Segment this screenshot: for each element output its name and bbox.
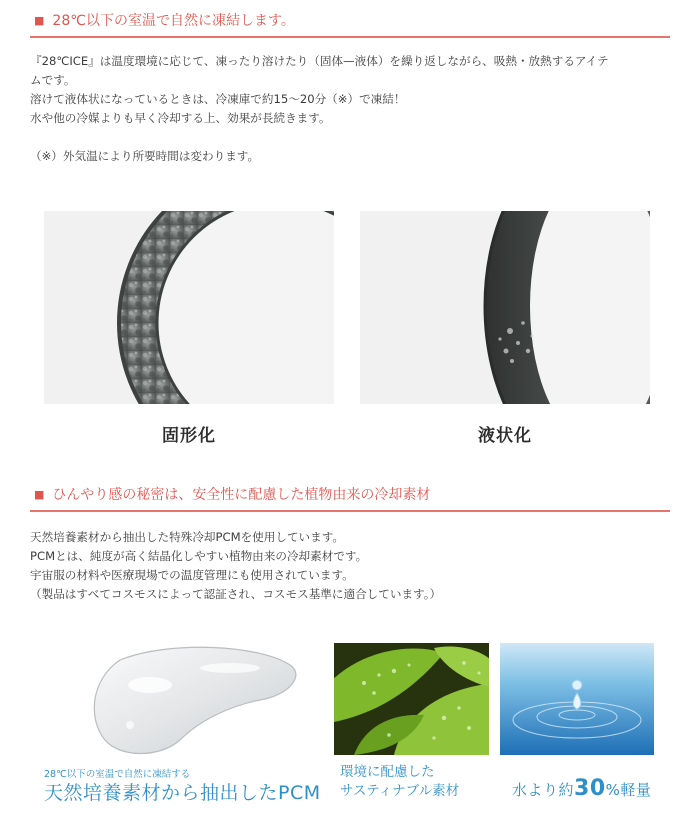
- paragraph-line: （製品はすべてコスモスによって認証され、コスモス基準に適合しています。）: [30, 587, 442, 601]
- caption-liquid: 液状化: [478, 426, 532, 446]
- pcm-caption-large: 天然培養素材から抽出したPCM: [44, 782, 321, 804]
- solid-ring-photo: [44, 211, 334, 404]
- caption-solid: 固形化: [162, 426, 216, 446]
- gel-drop-illustration: [60, 640, 310, 760]
- eco-caption-line: サスティナブル素材: [340, 783, 460, 799]
- water-illustration: [500, 643, 654, 755]
- liquid-ring-photo: [360, 211, 650, 404]
- paragraph-line: 天然培養素材から抽出した特殊冷却PCMを使用しています。: [30, 530, 345, 544]
- section-heading-text: ひんやり感の秘密は、安全性に配慮した植物由来の冷却素材: [52, 487, 431, 503]
- water-caption-suffix: %軽量: [605, 781, 652, 799]
- paragraph-line: ムです。: [30, 73, 76, 87]
- square-bullet-icon: ■: [34, 14, 45, 27]
- leaf-droplets-photo: [334, 643, 489, 755]
- section-heading-cooling-material: [30, 486, 670, 512]
- paragraph-line: PCMとは、純度が高く結晶化しやすい植物由来の冷却素材です。: [30, 549, 368, 563]
- paragraph-line: （※）外気温により所要時間は変わります。: [30, 149, 260, 163]
- paragraph-line: [30, 128, 680, 147]
- water-caption-number: 30: [574, 776, 606, 801]
- eco-caption: [340, 763, 459, 801]
- leaf-illustration: [334, 643, 489, 755]
- eco-caption-line: 環境に配慮した: [340, 764, 435, 780]
- water-drop-photo: [500, 643, 654, 755]
- paragraph-line: 『28℃ICE』は温度環境に応じて、凍ったり溶けたり（固体—液体）を繰り返しながら、吸熱・放熱するアイテ: [30, 54, 609, 68]
- paragraph-line: 溶けて液体状になっているときは、冷凍庫で約15～20分（※）で凍結！: [30, 92, 406, 106]
- pcm-caption-small: 28℃以下の室温で自然に凍結する: [44, 769, 191, 780]
- section-heading-text: 28℃以下の室温で自然に凍結します。: [52, 13, 295, 29]
- solid-ring-illustration: [44, 211, 334, 404]
- paragraph-line: 宇宙服の材料や医療現場での温度管理にも使用されています。: [30, 568, 354, 582]
- paragraph-line: 水や他の冷媒よりも早く冷却する上、効果が長続きます。: [30, 111, 331, 125]
- freeze-description: [30, 52, 680, 166]
- pcm-gel-photo: [60, 640, 310, 760]
- water-caption: [512, 776, 651, 801]
- liquid-ring-illustration: [360, 211, 650, 404]
- water-caption-prefix: 水より約: [512, 781, 575, 799]
- section-heading-freeze: [30, 12, 670, 38]
- square-bullet-icon: ■: [34, 488, 45, 501]
- material-description: [30, 528, 680, 604]
